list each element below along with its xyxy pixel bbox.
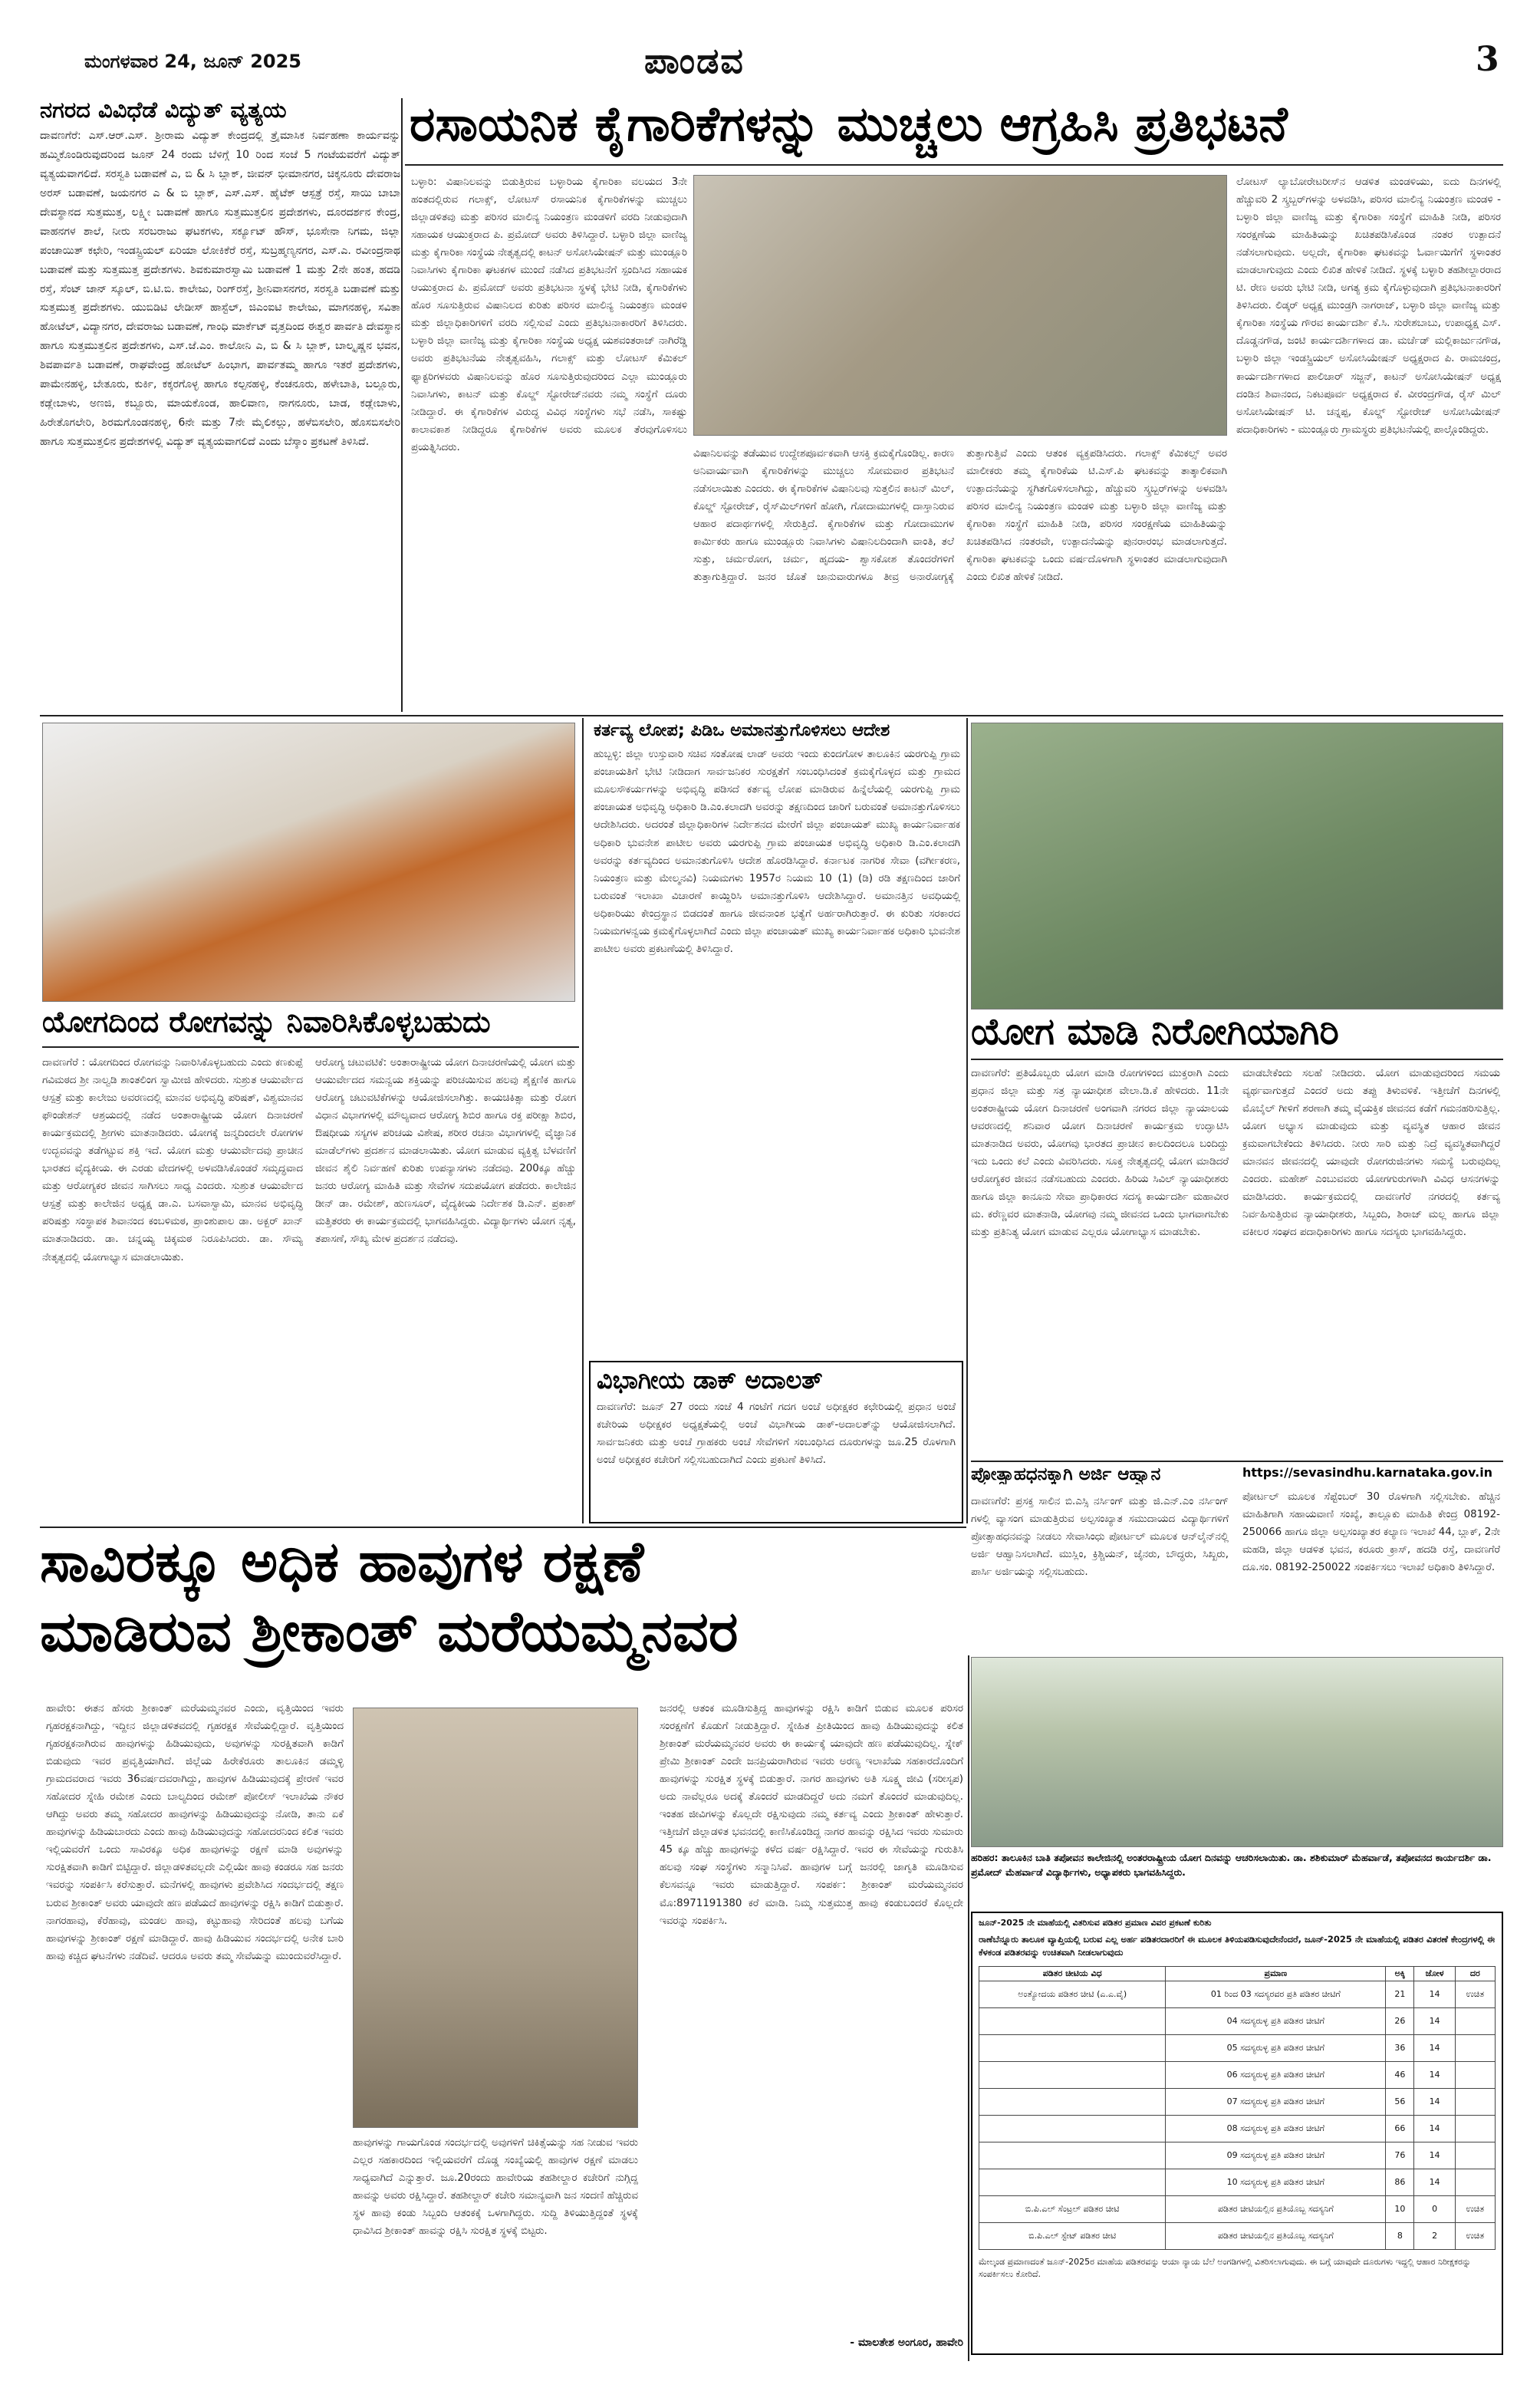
table-cell: 14 — [1414, 2115, 1455, 2142]
snake-rescue-photo — [353, 1708, 638, 2128]
table-cell — [1455, 2088, 1495, 2115]
issue-date: ಮಂಗಳವಾರ 24, ಜೂನ್ 2025 — [84, 51, 301, 72]
article-body-right: ಲೋಟಸ್ ಲ್ಯಾಬೋರೇಟರೀಸ್‌ನ ಆಡಳಿತ ಮಂಡಳಿಯು, ಐದು ದಿನಗಳಲ್ಲಿ ಹೆಚ್ಚುವರಿ 2 ಸ್ಕ್ರಬ್ಬರ್‌ಗಳನ್ನು ಅಳವಡಿಸಿ, ಪರಿಸರ ಮಾಲಿನ್ಯ ನಿಯಂತ್ರಣ ಮಂಡಳಿ - ಬಳ್ಳಾರಿ ಜಿಲ್ಲಾ ವಾಣಿಜ್ಯ ಮತ್ತು ಕೈಗಾರಿಕಾ ಸಂಸ್ಥೆಗೆ ಮಾಹಿತಿ ನೀಡಿ, ಪರಿಸರ ಸಂರಕ್ಷಣೆಯ ಮಾಹಿತಿಯನ್ನು ಖಚಿತಪಡಿಸಿಕೊಂಡ ನಂತರ ಉತ್ಪಾದನೆ ನಡೆಸಲಾಗುವುದು. ಅಲ್ಲದೇ, ಕೈಗಾರಿಕಾ ಘಟಕವನ್ನು ಓರ್ವಾಯಿಗೆಗೆ ಸ್ಥಳಾಂತರ ಮಾಡಲಾಗುವುದು ಎಂದು ಲಿಖಿತ ಹೇಳಿಕೆ ನೀಡಿದೆ. ಸ್ಥಳಕ್ಕೆ ಬಳ್ಳಾರಿ ತಹಶೀಲ್ದಾರರಾದ ಟಿ. ರೇಣ ಅವರು ಭೇಟಿ ನೀಡಿ, ಅಗತ್ಯ ಕ್ರಮ ಕೈಗೊಳ್ಳುವುದಾಗಿ ಪ್ರತಿಭಟನಾಕಾರರಿಗೆ ತಿಳಿಸಿದರು. ಲಿಡ್ಕರ್ ಅಧ್ಯಕ್ಷ ಮುಂಡ್ರಗಿ ನಾಗರಾಜ್, ಬಳ್ಳಾರಿ ಜಿಲ್ಲಾ ವಾಣಿಜ್ಯ ಮತ್ತು ಕೈಗಾರಿಕಾ ಸಂಸ್ಥೆಯ ಗೌರವ ಕಾರ್ಯದರ್ಶಿ ಕೆ.ಸಿ. ಸುರೇಶಬಾಬು, ಉಪಾಧ್ಯಕ್ಷ ಎಸ್. ದೊಡ್ಡನಗೌಡ, ಜಂಟಿ ಕಾರ್ಯದರ್ಶಿಗಳಾದ ಡಾ. ಮರ್ಚೆಡ್ ಮಲ್ಲಿಕಾರ್ಜುನಗೌಡ, ಬಳ್ಳಾರಿ ಜಿಲ್ಲಾ ಇಂಡಸ್ಟ್ರಿಯಲ್ ಅಸೋಸಿಯೇಷನ್ ಅಧ್ಯಕ್ಷರಾದ ಪಿ. ರಾಮಚಂದ್ರ, ಕಾರ್ಯದರ್ಶಿಗಳಾದ ಪಾಲಿಚಾರ್ ಸಜ್ಜನ್, ಕಾಟನ್ ಅಸೋಸಿಯೇಷನ್ ಅಧ್ಯಕ್ಷ ದಂಡಿನ ಶಿವಾನಂದ, ನಿಕಟಪೂರ್ವ ಅಧ್ಯಕ್ಷರಾದ ಕೆ. ವೀರಂದ್ರಗೌಡ, ರೈಸ್ ಮಿಲ್ ಅಸೋಸಿಯೇಷನ್ ಟಿ. ಚನ್ನಪ್ಪ, ಕೊಲ್ಡ್ ಸ್ಟೋರೇಜ್ ಅಸೋಸಿಯೇಷನ್ ಪದಾಧಿಕಾರಿಗಳು - ಮುಂಡ್ಲೂರು ಗ್ರಾಮಸ್ಥರು ಪ್ರತಿಭಟನೆಯಲ್ಲಿ ಪಾಲ್ಗೊಂಡಿದ್ದರು. — [1236, 176, 1501, 436]
notice-title: ಜೂನ್-2025 ನೇ ಮಾಹೆಯಲ್ಲಿ ವಿತರಿಸುವ ಪಡಿತರ ಪ್ರಮಾಣ ವಿವರ ಪ್ರಕಟಣೆ ಕುರಿತು — [979, 1918, 1212, 1928]
article-body-left: ದಾವಣಗೆರೆ: ಪ್ರಸಕ್ತ ಸಾಲಿನ ಬಿ.ಎಸ್ಸಿ ನರ್ಸಿಂಗ್ ಮತ್ತು ಜಿ.ಎನ್.ಎಂ ನರ್ಸಿಂಗ್ ಗಳಲ್ಲಿ ವ್ಯಾಸಂಗ ಮಾಡುತ್ತಿರುವ ಅಲ್ಪಸಂಖ್ಯಾತ ಸಮುದಾಯದ ವಿದ್ಯಾರ್ಥಿಗಳಿಗೆ ಪ್ರೋತ್ಸಾಹಧನವನ್ನು ನೀಡಲು ಸೇವಾಸಿಂಧು ಪೋರ್ಟಲ್ ಮೂಲಕ ಆನ್‌ಲೈನ್‌ನಲ್ಲಿ ಅರ್ಜಿ ಆಹ್ವಾನಿಸಲಾಗಿದೆ. ಮುಸ್ಲಿಂ, ಕ್ರಿಶ್ಚಿಯನ್, ಜೈನರು, ಬೌದ್ಧರು, ಸಿಖ್ಖರು, ಪಾರ್ಸಿ ಅರ್ಜಿಯನ್ನು ಸಲ್ಲಿಸಬಹುದು. — [971, 1496, 1229, 1579]
table-row — [979, 2061, 1496, 2088]
table-cell — [979, 2115, 1166, 2142]
table-cell: ಬಿ.ಪಿ.ಎಲ್ ಸ್ಟೇಟ್ ಪಡಿತರ ಚೀಟಿ — [979, 2222, 1166, 2249]
article-body: ದಾವಣಗೆರೆ: ಜೂನ್ 27 ರಂದು ಸಂಜೆ 4 ಗಂಟೆಗೆ ಗದಗ ಅಂಚೆ ಅಧೀಕ್ಷಕರ ಕಛೇರಿಯಲ್ಲಿ ಪ್ರಧಾನ ಅಂಚೆ ಕಚೇರಿಯ ಅಧೀಕ್ಷಕರ ಅಧ್ಯಕ್ಷತೆಯಲ್ಲಿ ಅಂಚೆ ವಿಭಾಗೀಯ ಡಾಕ್-ಅದಾಲತ್‌ನ್ನು ಆಯೋಜಿಸಲಾಗಿದೆ. ಸಾರ್ವಜನಿಕರು ಮತ್ತು ಅಂಚೆ ಗ್ರಾಹಕರು ಅಂಚೆ ಸೇವೆಗಳಿಗೆ ಸಂಬಂಧಿಸಿದ ದೂರುಗಳನ್ನು ಜೂ.25 ರೊಳಗಾಗಿ ಅಂಚೆ ಅಧೀಕ್ಷಕರ ಕಚೇರಿಗೆ ಸಲ್ಲಿಸಬಹುದಾಗಿದೆ ಎಂದು ಪ್ರಕಟಣೆ ತಿಳಿಸಿದೆ. — [597, 1401, 956, 1466]
section-rule — [40, 1527, 966, 1528]
byline: - ಮಾಲತೇಶ ಅಂಗೂರ, ಹಾವೇರಿ — [850, 2337, 963, 2349]
table-cell: 06 ಸದಸ್ಯರುಳ್ಳ ಪ್ರತಿ ಪಡಿತರ ಚೀಟಿಗೆ — [1166, 2061, 1386, 2088]
table-cell: 04 ಸದಸ್ಯರುಳ್ಳ ಪ್ರತಿ ಪಡಿತರ ಚೀಟಿಗೆ — [1166, 2007, 1386, 2034]
headline: ವಿಭಾಗೀಯ ಡಾಕ್ ಅದಾಲತ್ — [597, 1365, 823, 1395]
protest-photo — [693, 175, 1227, 436]
table-cell: 8 — [1386, 2222, 1414, 2249]
table-cell: 09 ಸದಸ್ಯರುಳ್ಳ ಪ್ರತಿ ಪಡಿತರ ಚೀಟಿಗೆ — [1166, 2142, 1386, 2169]
court-yoga-photo — [971, 723, 1503, 1009]
article-body-right: ಆರೋಗ್ಯ ಚಟುವಟಿಕೆ: ಅಂತಾರಾಷ್ಟ್ರೀಯ ಯೋಗ ದಿನಾಚರಣೆಯಲ್ಲಿ ಯೋಗ ಮತ್ತು ಆಯುರ್ವೇದದ ಸಮನ್ವಯ ಶಕ್ತಿಯನ್ನು ಪರಿಚಯಿಸುವ ಹಲವು ಶೈಕ್ಷಣಿಕ ಹಾಗೂ ಆರೋಗ್ಯ ಚಟುವಟಿಕೆಗಳನ್ನು ಆಯೋಜಿಸಲಾಗಿತ್ತು. ಕಾಯಚಿಕಿತ್ಸಾ ಮತ್ತು ರೋಗ ವಿಧಾನ ವಿಭಾಗಗಳಲ್ಲಿ ಮೌಲ್ಯವಾದ ಆರೋಗ್ಯ ಶಿಬಿರ ಹಾಗೂ ರಕ್ತ ಪರೀಕ್ಷಾ ಶಿಬಿರ, ಔಷಧೀಯ ಸಸ್ಯಗಳ ಪರಿಚಯ ವಿಶೇಷ, ಶರೀರ ರಚನಾ ವಿಭಾಗಗಳಲ್ಲಿ ವೈಜ್ಞಾನಿಕ ಮಾಡೆಲ್‌ಗಳು ಪ್ರದರ್ಶನ ಮಾಡಲಾಯಿತು. ಯೋಗ ಮಾಡುವ ವ್ಯಕ್ತಿತ್ವ ಬೆಳವಣಿಗೆ ಜೀವನ ಶೈಲಿ ನಿರ್ವಹಣೆ ಕುರಿತು ಉಪನ್ಯಾಸಗಳು ನಡೆದವು. 200ಕ್ಕೂ ಹೆಚ್ಚು ಜನರು ಆರೋಗ್ಯ ಮಾಹಿತಿ ಮತ್ತು ಸೇವೆಗಳ ಸದುಪಯೋಗ ಪಡೆದರು. ಕಾಲೇಜಿನ ಡೀನ್ ಡಾ. ರಮೇಶ್, ಹುಣಸೂರ್, ವೈದ್ಯಕೀಯ ನಿರ್ದೇಶಕ ಡಿ.ಎನ್. ಪ್ರಕಾಶ್ ಮತ್ತಿತರರು ಈ ಕಾರ್ಯಕ್ರಮದಲ್ಲಿ ಭಾಗವಹಿಸಿದ್ದರು. ವಿದ್ಯಾರ್ಥಿಗಳು ಯೋಗ ನೃತ್ಯ, ತಪಾಸಣೆ, ಸೌಖ್ಯ ಮೇಳ ಪ್ರದರ್ಶನ ನಡೆದವು. — [315, 1057, 576, 1246]
table-cell: 10 — [1386, 2195, 1414, 2222]
article-body-left: ಹಾವೇರಿ: ಈತನ ಹೆಸರು ಶ್ರೀಕಾಂತ್ ಮರೆಯಮ್ಮನವರ ಎಂದು, ವೃತ್ತಿಯಿಂದ ಇವರು ಗೃಹರಕ್ಷಕನಾಗಿದ್ದು, ಇದ್ದೀನ ಜಿಲ್ಲಾಡಳಿತವದಲ್ಲಿ ಗೃಹರಕ್ಷಕ ಸೇವೆಯಲ್ಲಿದ್ದಾರೆ. ವೃತ್ತಿಯಿಂದ ಗೃಹರಕ್ಷಕನಾಗಿರುವ ಹಾವುಗಳನ್ನು ಹಿಡಿಯುವುದು, ಅವುಗಳನ್ನು ಸುರಕ್ಷಿತವಾಗಿ ಕಾಡಿಗೆ ಬಿಡುವುದು ಇವರ ಪ್ರವೃತ್ತಿಯಾಗಿದೆ. ಜಿಲ್ಲೆಯ ಹಿರೇಕೆರೂರು ತಾಲೂಕಿನ ಡಮ್ಮಳ್ಳಿ ಗ್ರಾಮದವರಾದ ಇವರು 36ವರ್ಷದವರಾಗಿದ್ದು, ಹಾವುಗಳ ಹಿಡಿಯುವುದಕ್ಕೆ ಪ್ರೇರಣೆ ಇವರ ಸಹೋದರ ಸ್ನೇಹಿ ರಮೇಶ ಎಂದು ಬಾಲ್ಯದಿಂದ ರಮೇಶ್ ಪೋಲೀಸ್ ಇಲಾಖೆಯ ನೌಕರ ಆಗಿದ್ದು ಅವರು ತಮ್ಮ ಸಹೋದರ ಹಾವುಗಳನ್ನು ಹಿಡಿಯುವುದನ್ನು ನೋಡಿ, ತಾನು ಏಕೆ ಹಾವುಗಳನ್ನು ಹಿಡಿಯಬಾರದು ಎಂದು ಹಾವು ಹಿಡಿಯುವುದನ್ನು ಸಹೋದರನಿಂದ ಕಲಿತ ಇವರು ಇಲ್ಲಿಯವರೆಗೆ ಒಂದು ಸಾವಿರಕ್ಕೂ ಅಧಿಕ ಹಾವುಗಳನ್ನು ರಕ್ಷಣೆ ಮಾಡಿ ಅವುಗಳನ್ನು ಸುರಕ್ಷಿತವಾಗಿ ಕಾಡಿಗೆ ಬಿಟ್ಟಿದ್ದಾರೆ. ಜಿಲ್ಲಾಡಳಿತವಲ್ಲದೇ ಎಲ್ಲಿಯೇ ಹಾವು ಕಂಡರೂ ಸಹ ಜನರು ಇವರನ್ನು ಸಂಪರ್ಕಿಸಿ ಕರೆಸುತ್ತಾರೆ. ಮನೆಗಳಲ್ಲಿ ಹಾವುಗಳು ಪ್ರವೇಶಿಸಿದ ಸಂದರ್ಭದಲ್ಲಿ ತಕ್ಷಣ ಬರುವ ಶ್ರೀಕಾಂತ್ ಅವರು ಯಾವುದೇ ಹಣ ಪಡೆಯದೆ ಹಾವುಗಳನ್ನು ರಕ್ಷಿಸಿ ಕಾಡಿಗೆ ಬಿಡುತ್ತಾರೆ. ನಾಗರಹಾವು, ಕೆರೆಹಾವು, ಮಂಡಲ ಹಾವು, ಕಟ್ಟುಹಾವು ಸೇರಿದಂತೆ ಹಲವು ಬಗೆಯ ಹಾವುಗಳನ್ನು ಶ್ರೀಕಾಂತ್ ರಕ್ಷಣೆ ಮಾಡಿದ್ದಾರೆ. ಹಾವು ಹಿಡಿಯುವ ಸಂದರ್ಭದಲ್ಲಿ ಅನೇಕ ಬಾರಿ ಹಾವು ಕಚ್ಚಿದ ಘಟನೆಗಳು ನಡೆದಿವೆ. ಆದರೂ ಅವರು ತಮ್ಮ ಸೇವೆಯನ್ನು ಮುಂದುವರೆಸಿದ್ದಾರೆ. — [46, 1703, 344, 1962]
article-body-left: ದಾವಣಗೆರೆ: ಪ್ರತಿಯೊಬ್ಬರು ಯೋಗ ಮಾಡಿ ರೋಗಗಳಿಂದ ಮುಕ್ತರಾಗಿ ಎಂದು ಪ್ರಧಾನ ಜಿಲ್ಲಾ ಮತ್ತು ಸತ್ರ ನ್ಯಾಯಾಧೀಶ ವೇಲಾ.ಡಿ.ಕೆ ಹೇಳಿದರು. 11ನೇ ಅಂತರಾಷ್ಟ್ರೀಯ ಯೋಗ ದಿನಾಚರಣೆ ಅಂಗವಾಗಿ ನಗರದ ಜಿಲ್ಲಾ ನ್ಯಾಯಾಲಯ ಆವರಣದಲ್ಲಿ ಶನಿವಾರ ಯೋಗ ದಿನಾಚರಣೆ ಕಾರ್ಯಕ್ರಮ ಉದ್ಘಾಟಿಸಿ ಮಾತನಾಡಿದ ಅವರು, ಯೋಗವು ಭಾರತದ ಪ್ರಾಚೀನ ಕಾಲದಿಂದಲೂ ಬಂದಿದ್ದು ಇದು ಒಂದು ಕಲೆ ಎಂದು ವಿವರಿಸಿದರು. ಸೂಕ್ತ ನೇತೃತ್ವದಲ್ಲಿ ಯೋಗ ಮಾಡಿದರೆ ಆರೋಗ್ಯಕರ ಜೀವನ ನಡೆಸಬಹುದು ಎಂದರು. ಹಿರಿಯ ಸಿವಿಲ್ ನ್ಯಾಯಾಧೀಶರು ಹಾಗೂ ಜಿಲ್ಲಾ ಕಾನೂನು ಸೇವಾ ಪ್ರಾಧಿಕಾರದ ಸದಸ್ಯ ಕಾರ್ಯದರ್ಶಿ ಮಹಾವೀರ ಮ. ಕರೆಣ್ಣವರ ಮಾತನಾಡಿ, ಯೋಗವು ನಮ್ಮ ಜೀವನದ ಒಂದು ಭಾಗವಾಗಬೇಕು ಮತ್ತು ಪ್ರತಿನಿತ್ಯ ಯೋಗ ಮಾಡುವ ಎಲ್ಲರೂ ಯೋಗಾಭ್ಯಾಸ ಮಾಡಬೇಕು. — [971, 1068, 1229, 1239]
table-cell: ಉಚಿತ — [1455, 1981, 1495, 2007]
article-snakes — [40, 1533, 966, 2361]
article-order — [594, 721, 960, 1319]
article-body: ಹುಬ್ಬಳ್ಳಿ: ಜಿಲ್ಲಾ ಉಸ್ತುವಾರಿ ಸಚಿವ ಸಂತೋಷ ಲಾಡ್ ಅವರು ಇಂದು ಕುಂದಗೋಳ ತಾಲೂಕಿನ ಯರಗುಪ್ಪಿ ಗ್ರಾಮ ಪಂಚಾಯತಿಗೆ ಭೇಟಿ ನೀಡಿದಾಗ ಸಾರ್ವಜನಿಕರ ಸುರಕ್ಷತೆಗೆ ಸಂಬಂಧಿಸಿದಂತೆ ಕ್ರಮಕೈಗೊಳ್ಳದ ಮತ್ತು ಗ್ರಾಮದ ಮೂಲಸೌಕರ್ಯಗಳನ್ನು ಅಭಿವೃದ್ಧಿ ಪಡಿಸದೆ ಕರ್ತವ್ಯ ಲೋಪ ಮಾಡಿರುವ ಹಿನ್ನೆಲೆಯಲ್ಲಿ ಯರಗುಪ್ಪಿ ಗ್ರಾಮ ಪಂಚಾಯತ ಅಭಿವೃದ್ಧಿ ಅಧಿಕಾರಿ ಡಿ.ಎಂ.ಕಲಾದಗಿ ಅವರನ್ನು ತಕ್ಷಣದಿಂದ ಜಾರಿಗೆ ಬರುವಂತೆ ಅಮಾನತ್ತುಗೊಳಿಸಲು ಆದೇಶಿಸಿದರು. ಅದರಂತೆ ಜಿಲ್ಲಾಧಿಕಾರಿಗಳ ನಿರ್ದೇಶನದ ಮೇರೆಗೆ ಜಿಲ್ಲಾ ಪಂಚಾಯತ್ ಮುಖ್ಯ ಕಾರ್ಯನಿರ್ವಾಹಕ ಅಧಿಕಾರಿ ಭುವನೇಶ ಪಾಟೀಲ ಅವರು ಯರಗುಪ್ಪಿ ಗ್ರಾಮ ಪಂಚಾಯತ ಅಭಿವೃದ್ಧಿ ಅಧಿಕಾರಿ ಡಿ.ಎಂ.ಕಲಾದಗಿ ಅವರನ್ನು ಕರ್ತವ್ಯದಿಂದ ಅಮಾನತುಗೊಳಿಸಿ ಆದೇಶ ಹೊರಡಿಸಿದ್ದಾರೆ. ಕರ್ನಾಟಕ ನಾಗರಿಕ ಸೇವಾ (ವರ್ಗೀಕರಣ, ನಿಯಂತ್ರಣ ಮತ್ತು ಮೇಲ್ಮನವಿ) ನಿಯಮಗಳು 1957ರ ನಿಯಮ 10 (1) (ಡಿ) ರಡಿ ತಕ್ಷಣದಿಂದ ಜಾರಿಗೆ ಬರುವಂತೆ ಇಲಾಖಾ ವಿಚಾರಣೆ ಕಾಯ್ದಿರಿಸಿ ಅಮಾನತ್ತುಗೊಳಿಸಿ ಆದೇಶಿಸಿದ್ದಾರೆ. ಅಮಾನತ್ತಿನ ಅವಧಿಯಲ್ಲಿ ಅಧಿಕಾರಿಯು ಕೇಂದ್ರಸ್ಥಾನ ಬಿಡದಂತೆ ಹಾಗೂ ಜೀವನಾಂಶ ಭತ್ಯೆಗೆ ಅರ್ಹರಾಗಿರುತ್ತಾರೆ. ಈ ಕುರಿತು ಸರಕಾರದ ನಿಯಮಗಳನ್ವಯ ಕ್ರಮಕೈಗೊಳ್ಳಲಾಗಿದೆ ಎಂದು ಜಿಲ್ಲಾ ಪಂಚಾಯತ್ ಮುಖ್ಯ ಕಾರ್ಯನಿರ್ವಾಹಕ ಅಧಿಕಾರಿ ಭುವನೇಶ ಪಾಟೀಲ ಅವರು ಪ್ರಕಟಣೆಯಲ್ಲಿ ತಿಳಿಸಿದ್ದಾರೆ. — [594, 749, 960, 955]
table-row — [979, 2007, 1496, 2034]
headline-line-2: ಮಾಡಿರುವ ಶ್ರೀಕಾಂತ್ ಮರೆಯಮ್ಮನವರ — [40, 1599, 739, 1665]
col-header: ಪ್ರಮಾಣ — [1166, 1966, 1386, 1981]
notice-intro: ರಾಣೆಬೆನ್ನೂರು ತಾಲೂಕ ವ್ಯಾಪ್ತಿಯಲ್ಲಿ ಬರುವ ಎಲ್ಲ ಅರ್ಹ ಪಡಿತರದಾರರಿಗೆ ಈ ಮೂಲಕ ತಿಳಿಯಪಡಿಸುವುದೇನೆಂದರೆ, ಜೂನ್-2025 ನೇ ಮಾಹೆಯಲ್ಲಿ ಪಡಿತರ ವಿತರಣೆ ಕೇಂದ್ರಗಳಲ್ಲಿ ಈ ಕೆಳಕಂಡ ಪಡಿತರವನ್ನು ಉಚಿತವಾಗಿ ನೀಡಲಾಗುವುದು — [979, 1934, 1496, 1958]
table-cell — [1455, 2007, 1495, 2034]
article-yoga-healthy — [971, 1013, 1503, 1457]
col-header: ಜೋಳ — [1414, 1966, 1455, 1981]
headline-line-1: ಸಾವಿರಕ್ಕೂ ಅಧಿಕ ಹಾವುಗಳ ರಕ್ಷಣೆ — [40, 1533, 644, 1595]
article-body-right: ಮಾಡಬೇಕೆಂದು ಸಲಹೆ ನೀಡಿದರು. ಯೋಗ ಮಾಡುವುದರಿಂದ ಸಮಯ ವ್ಯರ್ಥವಾಗುತ್ತದೆ ಎಂದರೆ ಅದು ತಪ್ಪು ತಿಳುವಳಿಕೆ. ಇತ್ತೀಚೆಗೆ ದಿನಗಳಲ್ಲಿ ಮೊಬೈಲ್ ಗೀಳಿಗೆ ಶರಣಾಗಿ ತಮ್ಮ ವೈಯಕ್ತಿಕ ಜೀವನದ ಕಡೆಗೆ ಗಮನಹರಿಸುತ್ತಿಲ್ಲ. ಯೋಗ ಅಭ್ಯಾಸ ಮಾಡುವುದು ಮತ್ತು ವ್ಯವಸ್ಥಿತ ಆಹಾರ ಜೀವನ ಕ್ರಮವಾಗಬೇಕೆಂದು ತಿಳಿಸಿದರು. ನೀರು ಸಾರಿ ಮತ್ತು ನಿದ್ರೆ ವ್ಯವಸ್ಥಿತವಾಗಿದ್ದರೆ ಮಾನವನ ಜೀವನದಲ್ಲಿ ಯಾವುದೇ ರೋಗರುಜಿನಗಳು ಸಮಸ್ಯೆ ಬರುವುದಿಲ್ಲ ಎಂದರು. ಮಹೇಶ್ ಎಂಬುವವರು ಯೋಗಗುರುಗಳಾಗಿ ವಿವಿಧ ಆಸನಗಳನ್ನು ಮಾಡಿಸಿದರು. ಕಾರ್ಯಕ್ರಮದಲ್ಲಿ ದಾವಣಗೆರೆ ನಗರದಲ್ಲಿ ಕರ್ತವ್ಯ ನಿರ್ವಹಿಸುತ್ತಿರುವ ನ್ಯಾಯಾಧೀಶರು, ಸಿಬ್ಬಂದಿ, ಶಿರಾಜ್ ಮಲ್ಲ ಹಾಗೂ ಜಿಲ್ಲಾ ವಕೀಲರ ಸಂಘದ ಪದಾಧಿಕಾರಿಗಳು ಹಾಗೂ ಸದಸ್ಯರು ಭಾಗವಹಿಸಿದ್ದರು. — [1242, 1068, 1500, 1239]
headline: ಪ್ರೋತ್ಸಾಹಧನಕ್ಕಾಗಿ ಅರ್ಜಿ ಆಹ್ವಾನ — [971, 1465, 1161, 1484]
table-row — [979, 2088, 1496, 2115]
tapovana-group-photo — [971, 1657, 1503, 1847]
headline: ಕರ್ತವ್ಯ ಲೋಪ; ಪಿಡಿಒ ಅಮಾನತ್ತುಗೊಳಿಸಲು ಆದೇಶ — [594, 721, 890, 740]
table-row — [979, 2034, 1496, 2061]
table-cell: 14 — [1414, 2142, 1455, 2169]
table-cell: 05 ಸದಸ್ಯರುಳ್ಳ ಪ್ರತಿ ಪಡಿತರ ಚೀಟಿಗೆ — [1166, 2034, 1386, 2061]
page-number: 3 — [1476, 40, 1499, 77]
article-yoga-disease — [42, 1006, 579, 1530]
table-cell — [979, 2061, 1166, 2088]
table-cell: 14 — [1414, 2007, 1455, 2034]
portal-link[interactable]: https://sevasindhu.karnataka.gov.in — [1242, 1465, 1493, 1480]
headline-rule — [405, 164, 1503, 166]
table-row — [979, 2222, 1496, 2249]
article-body: ದಾವಣಗೆರೆ: ಎಸ್.ಆರ್.ಎಸ್. ಶ್ರೀರಾಮ ವಿದ್ಯುತ್ ಕೇಂದ್ರದಲ್ಲಿ ತ್ರೈಮಾಸಿಕ ನಿರ್ವಹಣಾ ಕಾರ್ಯವನ್ನು ಹಮ್ಮಿಕೊಂಡಿರುವುದರಿಂದ ಜೂನ್ 24 ರಂದು ಬೆಳಿಗ್ಗೆ 10 ರಿಂದ ಸಂಜೆ 5 ಗಂಟೆಯವರೆಗೆ ವಿದ್ಯುತ್ ವ್ಯತ್ಯಯವಾಗಲಿದೆ. ಸರಸ್ವತಿ ಬಡಾವಣೆ ಎ, ಬಿ & ಸಿ ಬ್ಲಾಕ್, ಜೀವನ್ ಭೀಮಾನಗರ, ಚಿಕ್ಕನೂರು ದೇವರಾಜ ಅರಸ್ ಬಡಾವಣೆ, ಜಯನಗರ ಎ & ಬಿ ಬ್ಲಾಕ್, ಎಸ್.ಎಸ್. ಹೈಟೆಕ್ ಆಸ್ಪತ್ರೆ ರಸ್ತೆ, ಸಾಯಿ ಬಾಬಾ ದೇವಸ್ಥಾನದ ಸುತ್ತಮುತ್ತ, ಲಕ್ಷ್ಮೀ ಬಡಾವಣೆ ಹಾಗೂ ಸುತ್ತಮುತ್ತಲಿನ ಪ್ರದೇಶಗಳು, ದೂರದರ್ಶನ ಕೇಂದ್ರ, ವಾಹನಗಳ ಶಾಲೆ, ನೀರು ಸರಬರಾಜು ಘಟಕಗಳು, ಸರ್ಕ್ಯೂಟ್ ಹೌಸ್, ಭೂಸೇನಾ ನಿಗಮ, ಜಿಲ್ಲಾ ಪಂಚಾಯಿತ್ ಕಛೇರಿ, ಇಂಡಸ್ಟ್ರಿಯಲ್ ಏರಿಯಾ ಲೋಕಿಕೆರೆ ರಸ್ತೆ, ಸುಬ್ರಹ್ಮಣ್ಯನಗರ, ಎಸ್.ಎ. ರವೀಂದ್ರನಾಥ ಬಡಾವಣೆ ಮತ್ತು ಸುತ್ತಮುತ್ತ ಪ್ರದೇಶಗಳು. ಶಿವಕುಮಾರಸ್ವಾಮಿ ಬಡಾವಣೆ 1 ಮತ್ತು 2ನೇ ಹಂತ, ಹದಡಿ ರಸ್ತೆ, ಸೆಂಟ್ ಜಾನ್ ಸ್ಕೂಲ್, ಬಿ.ಟಿ.ಬಿ. ಕಾಲೇಜು, ರಿಂಗ್‌ರಸ್ತೆ, ಶ್ರೀನಿವಾಸನಗರ, ಸರಸ್ವತಿ ಬಡಾವಣೆ ಮತ್ತು ಸುತ್ತಮುತ್ತ ಪ್ರದೇಶಗಳು. ಯುಬಿಡಿಟಿ ಲೇಡೀಸ್ ಹಾಸ್ಟೆಲ್, ಜಿಎಂಐಟಿ ಕಾಲೇಜು, ಮಾಗನಹಳ್ಳಿ, ಸವಿತಾ ಹೋಟೆಲ್, ವಿದ್ಯಾನಗರ, ದೇವರಾಜು ಬಡಾವಣೆ, ಗಾಂಧಿ ಮಾರ್ಕೆಟ್ ವೃತ್ತದಿಂದ ಈಶ್ವರ ಪಾರ್ವತಿ ದೇವಸ್ಥಾನ ಹಾಗೂ ಸುತ್ತಮುತ್ತಲಿನ ಪ್ರದೇಶಗಳು, ಎಸ್.ಜೆ.ಎಂ. ಕಾಲೋನಿ ಎ, ಬಿ & ಸಿ ಬ್ಲಾಕ್, ಬಾಲ್ಕೃಷ್ಣನ ಭವನ, ಶಿವಪಾರ್ವತಿ ಬಡಾವಣೆ, ರಾಘವೇಂದ್ರ ಹೋಟೆಲ್ ಹಿಂಭಾಗ, ಪಾರ್ವತಮ್ಮ ಹಾಗೂ ಇತರೆ ಪ್ರದೇಶಗಳು, ಪಾಮೇನಹಳ್ಳಿ, ಬೇತೂರು, ಕುರ್ಕಿ, ಕಕ್ಕರಗೊಳ್ಳ ಹಾಗೂ ಕಲ್ಪನಹಳ್ಳಿ, ಕೆಂಚನೂರು, ಹಳೇಬಾತಿ, ಬಲ್ಲೂರು, ಕಡ್ಲೇಬಾಳು, ಅಣಜಿ, ಕಬ್ಬೂರು, ಮಾಯಕೊಂಡ, ಹಾಲಿವಾಣ, ನಾಗನೂರು, ಬಾಡ, ಕಡ್ಲೇಬಾಳು, ಹಿರೇತೊಗಲೇರಿ, ಶಿರಮಗೊಂಡನಹಳ್ಳಿ, 6ನೇ ಮತ್ತು 7ನೇ ಮೈಲಿಕಲ್ಲು, ಹಳೆಬಿಸಲೇರಿ, ಹೊಸಬಿಸಲೇರಿ ಹಾಗೂ ಸುತ್ತಮುತ್ತಲಿನ ಪ್ರದೇಶಗಳಲ್ಲಿ ವಿದ್ಯುತ್ ವ್ಯತ್ಯಯವಾಗಲಿದೆ ಎಂದು ಬೆಸ್ಕಾಂ ಪ್ರಕಟಣೆ ತಿಳಿಸಿದೆ. — [40, 130, 400, 448]
table-cell: 36 — [1386, 2034, 1414, 2061]
column-divider — [401, 98, 403, 712]
article-application — [971, 1461, 1503, 1651]
article-body-left: ದಾವಣಗೆರೆ : ಯೋಗದಿಂದ ರೋಗವನ್ನು ನಿವಾರಿಸಿಕೊಳ್ಳಬಹುದು ಎಂದು ಕಣಕುಪ್ಪೆ ಗವಿಮಠದ ಶ್ರೀ ನಾಲ್ವಡಿ ಶಾಂತಲಿಂಗ ಸ್ವಾಮೀಜಿ ಹೇಳಿದರು. ಸುಶ್ರುತ ಆಯುರ್ವೇದ ಆಸ್ಪತ್ರೆ ಮತ್ತು ಕಾಲೇಜು ಅವರಣದಲ್ಲಿ ಮಾನವ ಅಭಿವೃದ್ಧಿ ಪರಿಷತ್, ವಿಶ್ವಮಾನವ ಫೌಂಡೇಶನ್ ಆಶ್ರಯದಲ್ಲಿ ನಡೆದ ಅಂತಾರಾಷ್ಟ್ರೀಯ ಯೋಗ ದಿನಾಚರಣೆ ಕಾರ್ಯಕ್ರಮದಲ್ಲಿ ಶ್ರೀಗಳು ಮಾತನಾಡಿದರು. ಯೋಗಕ್ಕೆ ಜನ್ಮದಿಂದಲೇ ರೋಗಗಳ ಉದ್ಭವವನ್ನು ತಡೆಗಟ್ಟುವ ಶಕ್ತಿ ಇದೆ. ಯೋಗ ಮತ್ತು ಆಯುರ್ವೇದವು ಪ್ರಾಚೀನ ಭಾರತದ ವೈದ್ಯಕೀಯ. ಈ ಎರಡು ವೇದಗಳಲ್ಲಿ ಅಳವಡಿಸಿಕೊಂಡರೆ ಸಮೃದ್ಧವಾದ ಮತ್ತು ಆರೋಗ್ಯಕರ ಜೀವನ ಸಾಗಿಸಲು ಸಾಧ್ಯ ಎಂದರು. ಸುಶ್ರುತ ಆಯುರ್ವೇದ ಆಸ್ಪತ್ರೆ ಮತ್ತು ಕಾಲೇಜಿನ ಅಧ್ಯಕ್ಷ ಡಾ.ಎ. ಬಸವಾಸ್ವಾಮಿ, ಮಾನವ ಅಭಿವೃದ್ಧಿ ಪರಿಷತ್ತು ಸಂಸ್ಥಾಪಕ ಶಿವಾನಂದ ಕಂಬಳಿಮಠ, ಪ್ರಾಂಶುಪಾಲ ಡಾ. ಅಕ್ಬರ್ ಖಾನ್ ಮಾತನಾಡಿದರು. ಡಾ. ಚನ್ನಯ್ಯ ಚಿಕ್ಕಮಠ ನಿರೂಪಿಸಿದರು. ಡಾ. ಸೌಮ್ಯ ನೇತೃತ್ವದಲ್ಲಿ ಯೋಗಾಭ್ಯಾಸ ಮಾಡಲಾಯಿತು. — [42, 1057, 303, 1263]
article-power-cut — [40, 98, 400, 712]
ration-table — [979, 1966, 1496, 2250]
article-body-right: ಜನರಲ್ಲಿ ಆತಂಕ ಮೂಡಿಸುತ್ತಿದ್ದ ಹಾವುಗಳನ್ನು ರಕ್ಷಿಸಿ ಕಾಡಿಗೆ ಬಿಡುವ ಮೂಲಕ ಪರಿಸರ ಸಂರಕ್ಷಣೆಗೆ ಕೊಡುಗೆ ನೀಡುತ್ತಿದ್ದಾರೆ. ಸ್ನೇಹಿತ ಪ್ರೀತಿಯಿಂದ ಹಾವು ಹಿಡಿಯುವುದನ್ನು ಕಲಿತ ಶ್ರೀಕಾಂತ್ ಮರೆಯಮ್ಮನವರ ಅವರು ಈ ಕಾರ್ಯಕ್ಕೆ ಯಾವುದೇ ಹಣ ಪಡೆಯುವುದಿಲ್ಲ. ಸ್ನೇಕ್ ಪ್ರೇಮಿ ಶ್ರೀಕಾಂತ್ ಎಂದೇ ಜನಪ್ರಿಯರಾಗಿರುವ ಇವರು ಅರಣ್ಯ ಇಲಾಖೆಯ ಸಹಕಾರದೊಂದಿಗೆ ಹಾವುಗಳನ್ನು ಸುರಕ್ಷಿತ ಸ್ಥಳಕ್ಕೆ ಬಿಡುತ್ತಾರೆ. ನಾಗರ ಹಾವುಗಳು ಅತಿ ಸೂಕ್ಷ್ಮ ಜೀವಿ (ಸರೀಸೃಪ) ಅದು ನಾವೆಲ್ಲರೂ ಅದಕ್ಕೆ ತೊಂದರೆ ಮಾಡದಿದ್ದರೆ ಅದು ನಮಗೆ ತೊಂದರೆ ಮಾಡುವುದಿಲ್ಲ. ಇಂತಹ ಜೀವಿಗಳನ್ನು ಕೊಲ್ಲದೇ ರಕ್ಷಿಸುವುದು ನಮ್ಮ ಕರ್ತವ್ಯ ಎಂದು ಶ್ರೀಕಾಂತ್ ಹೇಳುತ್ತಾರೆ. ಇತ್ತೀಚೆಗೆ ಜಿಲ್ಲಾಡಳಿತ ಭವನದಲ್ಲಿ ಕಾಣಿಸಿಕೊಂಡಿದ್ದ ನಾಗರ ಹಾವನ್ನು ರಕ್ಷಿಸಿದ ಇವರು ಸುಮಾರು 45 ಕ್ಕೂ ಹೆಚ್ಚು ಹಾವುಗಳನ್ನು ಕಳೆದ ವರ್ಷ ರಕ್ಷಿಸಿದ್ದಾರೆ. ಇವರ ಈ ಸೇವೆಯನ್ನು ಗುರುತಿಸಿ ಹಲವು ಸಂಘ ಸಂಸ್ಥೆಗಳು ಸನ್ಮಾನಿಸಿವೆ. ಹಾವುಗಳ ಬಗ್ಗೆ ಜನರಲ್ಲಿ ಜಾಗೃತಿ ಮೂಡಿಸುವ ಕೆಲಸವನ್ನೂ ಇವರು ಮಾಡುತ್ತಿದ್ದಾರೆ. ಸಂಪರ್ಕ: ಶ್ರೀಕಾಂತ್ ಮರೆಯಮ್ಮನವರ ಮೊ:8971191380 ಕರೆ ಮಾಡಿ. ನಿಮ್ಮ ಸುತ್ತಮುತ್ತ ಹಾವು ಕಂಡುಬಂದರೆ ಕೊಲ್ಲದೇ ಇವರನ್ನು ಸಂಪರ್ಕಿಸಿ. — [660, 1703, 963, 1927]
column-divider — [966, 718, 968, 1523]
table-cell: 10 ಸದಸ್ಯರುಳ್ಳ ಪ್ರತಿ ಪಡಿತರ ಚೀಟಿಗೆ — [1166, 2169, 1386, 2195]
article-body-right: ಪೋರ್ಟಲ್ ಮೂಲಕ ಸೆಪ್ಟೆಂಬರ್ 30 ರೊಳಗಾಗಿ ಸಲ್ಲಿಸಬೇಕು. ಹೆಚ್ಚಿನ ಮಾಹಿತಿಗಾಗಿ ಸಹಾಯವಾಣಿ ಸಂಖ್ಯೆ, ತಾಲ್ಲೂಕು ಮಾಹಿತಿ ಕೇಂದ್ರ 08192-250066 ಹಾಗೂ ಜಿಲ್ಲಾ ಅಲ್ಪಸಂಖ್ಯಾತರ ಕಲ್ಯಾಣ ಇಲಾಖೆ 44, ಬ್ಲಾಕ್, 2ನೇ ಮಹಡಿ, ಜಿಲ್ಲಾ ಆಡಳಿತ ಭವನ, ಕರೂರು ಕ್ರಾಸ್, ಹದಡಿ ರಸ್ತೆ, ದಾವಣಗೆರೆ ದೂ.ಸಂ. 08192-250022 ಸಂಪರ್ಕಿಸಲು ಇಲಾಖೆ ಅಧಿಕಾರಿ ತಿಳಿಸಿದ್ದಾರೆ. — [1242, 1491, 1500, 1574]
col-header: ದರ — [1455, 1966, 1495, 1981]
article-chemical-protest — [405, 98, 1503, 712]
table-cell: 14 — [1414, 2061, 1455, 2088]
table-cell: 08 ಸದಸ್ಯರುಳ್ಳ ಪ್ರತಿ ಪಡಿತರ ಚೀಟಿಗೆ — [1166, 2115, 1386, 2142]
col-header: ಪಡಿತರ ಚೀಟಿಯ ವಿಧ — [979, 1966, 1166, 1981]
article-body-bottom: ಹಾವುಗಳನ್ನು ಗಾಯಗೊಂಡ ಸಂದರ್ಭದಲ್ಲಿ ಅವುಗಳಿಗೆ ಚಿಕಿತ್ಸೆಯನ್ನು ಸಹ ನೀಡುವ ಇವರು ಎಲ್ಲರ ಸಹಕಾರದಿಂದ ಇಲ್ಲಿಯವರೆಗೆ ದೊಡ್ಡ ಸಂಖ್ಯೆಯಲ್ಲಿ ಹಾವುಗಳ ರಕ್ಷಣೆ ಮಾಡಲು ಸಾಧ್ಯವಾಗಿದೆ ಎನ್ನುತ್ತಾರೆ. ಜೂ.20ರಂದು ಹಾವೇರಿಯ ತಹಶೀಲ್ದಾರ ಕಚೇರಿಗೆ ನುಗ್ಗಿದ್ದ ಹಾವನ್ನು ಅವರು ರಕ್ಷಿಸಿದ್ದಾರೆ. ತಹಶೀಲ್ದಾರ್ ಕಚೇರಿ ಸಮಾನ್ಯವಾಗಿ ಜನ ಸಂದಣಿ ಹೆಚ್ಚಿರುವ ಸ್ಥಳ ಹಾವು ಕಂಡು ಸಿಬ್ಬಂದಿ ಆತಂಕಕ್ಕೆ ಒಳಗಾಗಿದ್ದರು. ಸುದ್ದಿ ತಿಳಿಯುತ್ತಿದ್ದಂತೆ ಸ್ಥಳಕ್ಕೆ ಧಾವಿಸಿದ ಶ್ರೀಕಾಂತ್ ಹಾವನ್ನು ರಕ್ಷಿಸಿ ಸುರಕ್ಷಿತ ಸ್ಥಳಕ್ಕೆ ಬಿಟ್ಟರು. — [353, 2137, 638, 2238]
table-cell: ಬಿ.ಪಿ.ಎಲ್ ಸೆಂಟ್ರಲ್ ಪಡಿತರ ಚೀಟಿ — [979, 2195, 1166, 2222]
table-row — [979, 1981, 1496, 2007]
headline: ನಗರದ ವಿವಿಧೆಡೆ ವಿದ್ಯುತ್ ವ್ಯತ್ಯಯ — [40, 98, 287, 123]
table-cell — [979, 2034, 1166, 2061]
table-cell: 2 — [1414, 2222, 1455, 2249]
table-cell: ಉಚಿತ — [1455, 2195, 1495, 2222]
table-cell: ಉಚಿತ — [1455, 2222, 1495, 2249]
table-cell: 14 — [1414, 2169, 1455, 2195]
table-row — [979, 2115, 1496, 2142]
article-dak-adalat — [589, 1361, 963, 1523]
table-cell: 14 — [1414, 1981, 1455, 2007]
table-cell — [979, 2142, 1166, 2169]
table-cell: ಪಡಿತರ ಚೀಟಿಯಲ್ಲಿನ ಪ್ರತಿಯೊಬ್ಬ ಸದಸ್ಯನಿಗೆ — [1166, 2195, 1386, 2222]
table-header-row — [979, 1966, 1496, 1981]
table-cell: 07 ಸದಸ್ಯರುಳ್ಳ ಪ್ರತಿ ಪಡಿತರ ಚೀಟಿಗೆ — [1166, 2088, 1386, 2115]
table-cell — [979, 2088, 1166, 2115]
table-cell — [1455, 2061, 1495, 2088]
table-cell: 76 — [1386, 2142, 1414, 2169]
table-cell: 0 — [1414, 2195, 1455, 2222]
table-cell — [1455, 2115, 1495, 2142]
headline: ರಸಾಯನಿಕ ಕೈಗಾರಿಕೆಗಳನ್ನು ಮುಚ್ಚಲು ಆಗ್ರಹಿಸಿ ಪ್ರತಿಭಟನೆ — [410, 98, 1288, 152]
table-row — [979, 2169, 1496, 2195]
headline-rule — [42, 1046, 579, 1048]
table-cell — [1455, 2169, 1495, 2195]
table-cell — [979, 2007, 1166, 2034]
headline: ಯೋಗದಿಂದ ರೋಗವನ್ನು ನಿವಾರಿಸಿಕೊಳ್ಳಬಹುದು — [42, 1006, 491, 1039]
table-cell: 01 ರಿಂದ 03 ಸದಸ್ಯರವರ ಪ್ರತಿ ಪಡಿತರ ಚೀಟಿಗೆ — [1166, 1981, 1386, 2007]
table-cell: 86 — [1386, 2169, 1414, 2195]
col-header: ಅಕ್ಕಿ — [1386, 1966, 1414, 1981]
table-row — [979, 2195, 1496, 2222]
masthead — [0, 0, 1540, 77]
table-cell — [1455, 2034, 1495, 2061]
column-divider — [582, 718, 584, 1523]
headline-rule — [971, 1059, 1503, 1060]
article-body-mid: ವಿಷಾನಿಲವನ್ನು ತಡೆಯುವ ಉದ್ದೇಶಪೂರ್ವಕವಾಗಿ ಆಸಕ್ತಿ ಕ್ರಮಕೈಗೊಂಡಿಲ್ಲ. ಕಾರಣ ಅನಿವಾರ್ಯವಾಗಿ ಕೈಗಾರಿಕೆಗಳನ್ನು ಮುಚ್ಚಲು ಸೋಮವಾರ ಪ್ರತಿಭಟನೆ ನಡೆಸಲಾಯಿತು ಎಂದರು. ಈ ಕೈಗಾರಿಕೆಗಳ ವಿಷಾನಿಲವು ಸುತ್ತಲಿನ ಕಾಟನ್ ಮಿಲ್, ಕೊಲ್ಡ್ ಸ್ಟೋರೇಜ್, ರೈಸ್‌ಮಿಲ್‌ಗಳಿಗೆ ಹೋಗಿ, ಗೋದಾಮುಗಳಲ್ಲಿ ದಾಸ್ತಾನಿರುವ ಆಹಾರ ಪದಾರ್ಥಗಳಲ್ಲಿ ಸೇರುತ್ತಿದೆ. ಕೈಗಾರಿಕೆಗಳ ಮತ್ತು ಗೋದಾಮುಗಳ ಕಾರ್ಮಿಕರು ಹಾಗೂ ಮುಂಡ್ಲೂರು ನಿವಾಸಿಗಳು ವಿಷಾನಿಲದಿಂದಾಗಿ ವಾಂತಿ, ತಲೆ ಸುತ್ತು, ಚರ್ಮರೋಗ, ಚರ್ಮ, ಹೃದಯ- ಶ್ವಾಸಕೋಶ ತೊಂದರೆಗಳಿಗೆ ತುತ್ತಾಗುತ್ತಿದ್ದಾರೆ. ಜನರ ಜೊತೆ ಜಾನುವಾರುಗಳೂ ತೀವ್ರ ಅನಾರೋಗ್ಯಕ್ಕೆ ತುತ್ತಾಗುತ್ತಿವೆ ಎಂದು ಆತಂಕ ವ್ಯಕ್ತಪಡಿಸಿದರು. ಗಲಾಕ್ಸ್ ಕೆಮಿಕಲ್ಸ್ ಅವರ ಮಾಲೀಕರು ತಮ್ಮ ಕೈಗಾರಿಕೆಯ ಟಿ.ಎಸ್.ಪಿ ಘಟಕವನ್ನು ತಾತ್ಕಾಲಿಕವಾಗಿ ಉತ್ಪಾದನೆಯನ್ನು ಸ್ಥಗಿತಗೊಳಿಸಲಾಗಿದ್ದು, ಹೆಚ್ಚುವರಿ ಸ್ಕ್ರಬ್ಬರ್‌ಗಳನ್ನು ಅಳವಡಿಸಿ ಪರಿಸರ ಮಾಲಿನ್ಯ ನಿಯಂತ್ರಣ ಮಂಡಳಿ ಮತ್ತು ಬಳ್ಳಾರಿ ಜಿಲ್ಲಾ ವಾಣಿಜ್ಯ ಮತ್ತು ಕೈಗಾರಿಕಾ ಸಂಸ್ಥೆಗೆ ಮಾಹಿತಿ ನೀಡಿ, ಪರಿಸರ ಸಂರಕ್ಷಣೆಯ ಮಾಹಿತಿಯನ್ನು ಖಚಿತಪಡಿಸಿದ ನಂತರವೇ, ಉತ್ಪಾದನೆಯನ್ನು ಪುನರಾರಂಭ ಮಾಡಲಾಗುತ್ತದೆ. ಕೈಗಾರಿಕಾ ಘಟಕವನ್ನು ಒಂದು ವರ್ಷದೊಳಗಾಗಿ ಸ್ಥಳಾಂತರ ಮಾಡಲಾಗುವುದಾಗಿ ಎಂದು ಲಿಖಿತ ಹೇಳಿಕೆ ನೀಡಿದೆ. — [693, 448, 1227, 584]
section-rule — [40, 715, 1503, 716]
table-cell: 46 — [1386, 2061, 1414, 2088]
table-cell — [1455, 2142, 1495, 2169]
newspaper-logo: ಪಾಂಡವ — [644, 40, 745, 77]
column-divider — [968, 1655, 969, 2361]
table-cell: 26 — [1386, 2007, 1414, 2034]
ration-notice — [971, 1912, 1503, 2355]
table-cell: ಅಂತ್ಯೋದಯ ಪಡಿತರ ಚೀಟಿ (ಎ.ಎ.ವೈ) — [979, 1981, 1166, 2007]
table-cell: 21 — [1386, 1981, 1414, 2007]
section-rule — [971, 1461, 1503, 1462]
table-row — [979, 2142, 1496, 2169]
yoga-event-photo — [42, 723, 575, 1002]
table-cell: 56 — [1386, 2088, 1414, 2115]
article-body-left: ಬಳ್ಳಾರಿ: ವಿಷಾನಿಲವನ್ನು ಬಿಡುತ್ತಿರುವ ಬಳ್ಳಾರಿಯ ಕೈಗಾರಿಕಾ ವಲಯದ 3ನೇ ಹಂತದಲ್ಲಿರುವ ಗಲಾಕ್ಸ್, ಲೋಟಸ್ ರಸಾಯನಿಕ ಕೈಗಾರಿಕೆಗಳನ್ನು ಮುಚ್ಚಲು ಜಿಲ್ಲಾಡಳಿತವು ಮತ್ತು ಪರಿಸರ ಮಾಲಿನ್ಯ ನಿಯಂತ್ರಣ ಮಂಡಳಿಗೆ ವರದಿ ನೀಡುವುದಾಗಿ ಸಹಾಯಕ ಆಯುಕ್ತರಾದ ಪಿ. ಪ್ರಮೋದ್ ಅವರು ತಿಳಿಸಿದ್ದಾರೆ. ಬಳ್ಳಾರಿ ಜಿಲ್ಲಾ ವಾಣಿಜ್ಯ ಮತ್ತು ಕೈಗಾರಿಕಾ ಸಂಸ್ಥೆಯ ನೇತೃತ್ವದಲ್ಲಿ ಕಾಟನ್ ಅಸೋಸಿಯೇಷನ್ ಮತ್ತು ಮುಂಡ್ಲೂರಿ ನಿವಾಸಿಗಳು ಕೈಗಾರಿಕಾ ಘಟಕಗಳ ಮುಂದೆ ನಡೆಸಿದ ಪ್ರತಿಭಟನೆಗೆ ಸ್ಪಂದಿಸಿದ ಸಹಾಯಕ ಆಯುಕ್ತರಾದ ಪಿ. ಪ್ರಮೋದ್ ಅವರು ಪ್ರತಿಭಟನಾ ಸ್ಥಳಕ್ಕೆ ಭೇಟಿ ನೀಡಿ, ಕೈಗಾರಿಕೆಗಳು ಹೊರ ಸೂಸುತ್ತಿರುವ ವಿಷಾನಿಲದ ಕುರಿತು ಪರಿಸರ ಮಾಲಿನ್ಯ ನಿಯಂತ್ರಣ ಮಂಡಳಿ ಮತ್ತು ಜಿಲ್ಲಾಧಿಕಾರಿಗಳಿಗೆ ವರದಿ ಸಲ್ಲಿಸುವೆ ಎಂದು ಪ್ರತಿಭಟನಾಕಾರರಿಗೆ ತಿಳಿಸಿದರು. ಬಳ್ಳಾರಿ ಜಿಲ್ಲಾ ವಾಣಿಜ್ಯ ಮತ್ತು ಕೈಗಾರಿಕಾ ಸಂಸ್ಥೆಯ ಅಧ್ಯಕ್ಷ ಯಶವಂತರಾಜ್ ನಾಗಿರೆಡ್ಡಿ ಅವರು ಪ್ರತಿಭಟನೆಯ ನೇತೃತ್ವವಹಿಸಿ, ಗಲಾಕ್ಸ್ ಮತ್ತು ಲೋಟಸ್ ಕೆಮಿಕಲ್ ಫ್ಯಾಕ್ಟರಿಗಳವರು ವಿಷಾನಿಲವನ್ನು ಹೊರ ಸೂಸುತ್ತಿರುವುದರಿಂದ ಎಲ್ಲಾ ಮುಂಡ್ಲೂರು ನಿವಾಸಿಗಳು, ಕಾಟನ್ ಮತ್ತು ಕೊಲ್ಡ್ ಸ್ಟೋರೇಜ್‌ನವರು ನಮ್ಮ ಸಂಸ್ಥೆಗೆ ದೂರು ನೀಡಿದ್ದಾರೆ. ಈ ಕೈಗಾರಿಕೆಗಳ ವಿರುದ್ಧ ವಿವಿಧ ಸಂಸ್ಥೆಗಳು ಸಭೆ ನಡೆಸಿ, ಸಾಕಷ್ಟು ಕಾಲಾವಕಾಶ ನೀಡಿದ್ದರೂ ಕೈಗಾರಿಕೆಗಳ ಅವರು ಮೂಲಕ ತೆರವುಗೊಳಿಸಲು ಪ್ರಯತ್ನಿಸಿದರು. — [411, 176, 687, 453]
photo-caption: ಹರಿಹರ: ತಾಲೂಕಿನ ಬಾತಿ ತಪೋವನ ಕಾಲೇಜಿನಲ್ಲಿ ಅಂತರರಾಷ್ಟ್ರೀಯ ಯೋಗ ದಿನವನ್ನು ಆಚರಿಸಲಾಯಿತು. ಡಾ. ಶಶಿಕುಮಾರ್ ಮೆಹರ್ವಾಡೆ, ತಪೋವನದ ಕಾರ್ಯದರ್ಶಿ ಡಾ. ಪ್ರಮೋದ್ ಮೆಹರ್ವಾಡೆ ವಿದ್ಯಾರ್ಥಿಗಳು, ಅಧ್ಯಾಪಕರು ಭಾಗವಹಿಸಿದ್ದರು. — [971, 1852, 1492, 1879]
notice-footer: ಮೇಲ್ಕಂಡ ಪ್ರಮಾಣದಂತೆ ಜೂನ್-2025ರ ಮಾಹೆಯ ಪಡಿತರವನ್ನು ಆಯಾ ನ್ಯಾಯ ಬೆಲೆ ಅಂಗಡಿಗಳಲ್ಲಿ ವಿತರಿಸಲಾಗುವುದು. ಈ ಬಗ್ಗೆ ಯಾವುದೇ ದೂರುಗಳು ಇದ್ದಲ್ಲಿ ಆಹಾರ ನಿರೀಕ್ಷಕರನ್ನು ಸಂಪರ್ಕಿಸಲು ಕೋರಿದೆ. — [979, 2256, 1471, 2279]
table-cell: ಪಡಿತರ ಚೀಟಿಯಲ್ಲಿನ ಪ್ರತಿಯೊಬ್ಬ ಸದಸ್ಯನಿಗೆ — [1166, 2222, 1386, 2249]
table-cell: 14 — [1414, 2034, 1455, 2061]
table-cell: 66 — [1386, 2115, 1414, 2142]
table-cell — [979, 2169, 1166, 2195]
table-cell: 14 — [1414, 2088, 1455, 2115]
headline: ಯೋಗ ಮಾಡಿ ನಿರೋಗಿಯಾಗಿರಿ — [971, 1013, 1339, 1053]
